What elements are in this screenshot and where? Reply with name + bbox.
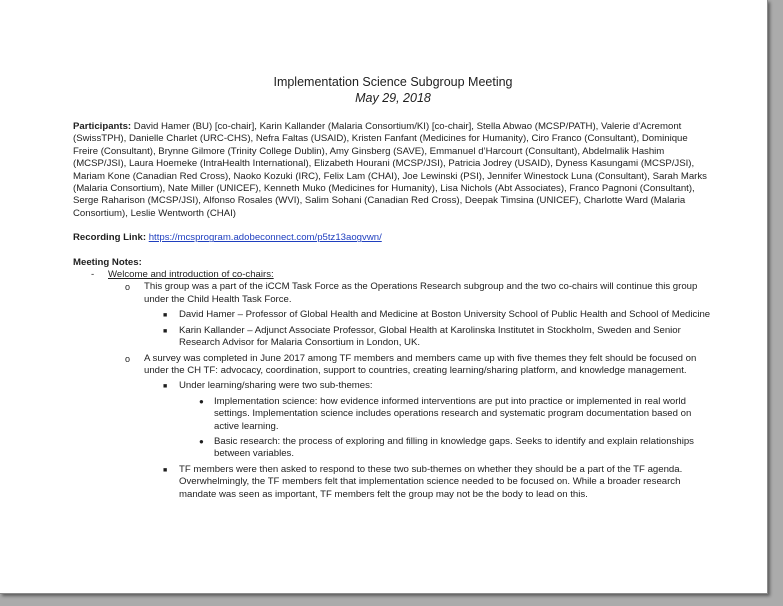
list-item (73, 396, 713, 433)
list-item (73, 353, 713, 378)
list-item-text: This group was a part of the iCCM Task Force as the Operations Research subgroup and the two co-chairs will continue this group under the Child Health Task Force. (144, 281, 698, 305)
recording-paragraph (73, 232, 713, 244)
circle-bullet-icon: o (125, 282, 131, 293)
dot-bullet-icon: ● (199, 396, 204, 406)
square-bullet-icon: ■ (163, 327, 168, 335)
meeting-title: Implementation Science Subgroup Meeting (273, 75, 513, 89)
participants-paragraph (73, 121, 713, 220)
list-item (73, 464, 713, 501)
list-item-text: Welcome and introduction of co-chairs: (108, 269, 274, 281)
meeting-date: May 29, 2018 (355, 91, 431, 105)
meeting-notes-label: Meeting Notes: (73, 256, 142, 268)
list-item (73, 309, 713, 321)
circle-bullet-icon: o (125, 353, 131, 364)
list-item (73, 281, 713, 306)
participants-list: David Hamer (BU) [co-chair], Karin Kallander (Malaria Consortium/KI) [co-chair], Stella Abwao (MCSP/PATH), Valerie d’Acremont (SwissTPH), Danielle Charlet (URC-CHS), Nefra Faltas (USAID), Kristen Fanfant (Medicines for Humanity), Ciro Franco (Consultant), Dominique Freire (Consultant), Brynne Gilmore (Trinity College Dublin), Amy Ginsberg (SAVE), Emmanuel d’Harcourt (Consultant), Abdelmalik Hashim (MCSP/JSI), Laura Hoemeke (IntraHealth International), Elizabeth Hourani (MCSP/JSI), Patricia Jodrey (USAID), Dyness Kasungami (MCSP/JSI), Mariam Kone (Canadian Red Cross), Naoko Kozuki (IRC), Felix Lam (CHAI), Joe Lewinski (PSI), Jennifer Winestock Luna (Consultant), Sarah Marks (Malaria Consortium), Nate Miller (UNICEF), Kenneth Muko (Medicines for Humanity), Lisa Nichols (Abt Associates), Franco Pagnoni (Consultant), Serge Raharison (MCSP/JSI), Alfonso Rosales (WVI), Salim Sohani (Canadian Red Cross), Deepak Timsina (UNICEF), Charlotte Ward (Malaria Consortium), Leslie Wentworth (CHAI) (73, 121, 707, 219)
list-item-text: Karin Kallander – Adjunct Associate Professor, Global Health at Karolinska Institutet in Stockholm, Sweden and Senior Research Advisor for Malaria Consortium in London, UK. (179, 324, 681, 349)
list-item (73, 269, 713, 281)
dash-bullet-icon: - (91, 269, 95, 281)
list-item-text: TF members were then asked to respond to these two sub-themes on whether they should be a part of the TF agenda. Overwhelmingly, the TF members felt that implementation science needed to be focused on. While a broader research mandate was seen as important, TF members felt the group may not be the body to lead on this. (179, 463, 683, 500)
list-item-text: David Hamer – Professor of Global Health and Medicine at Boston University School of Public Health and School of Medicine (179, 309, 711, 321)
recording-link[interactable]: https://mcsprogram.adobeconnect.com/p5tz13aogvwn/ (148, 232, 382, 244)
list-item (73, 325, 713, 350)
square-bullet-icon: ■ (163, 383, 168, 391)
recording-label: Recording Link: (73, 232, 147, 244)
participants-label: Participants: (73, 121, 132, 132)
list-item (73, 380, 713, 392)
list-item-text: Under learning/sharing were two sub-themes: (179, 380, 373, 392)
list-item (73, 436, 713, 461)
square-bullet-icon: ■ (163, 466, 168, 474)
list-item-text: A survey was completed in June 2017 among TF members and members came up with five themes they felt should be focused on under the CH TF: advocacy, coordination, support to countries, creating learning/sharing platform, and knowledge management. (144, 352, 697, 376)
meeting-notes-list (73, 269, 713, 501)
document-body (73, 74, 713, 501)
square-bullet-icon: ■ (163, 312, 168, 320)
dot-bullet-icon: ● (199, 436, 204, 446)
list-item-text: Basic research: the process of exploring and filling in knowledge gaps. Seeks to identify and explain relationships between variables. (214, 435, 694, 460)
list-item-text: Implementation science: how evidence informed interventions are put into practice or implemented in real world settings. Implementation science includes operations research and systematic program documentation based on active learning. (214, 395, 692, 432)
